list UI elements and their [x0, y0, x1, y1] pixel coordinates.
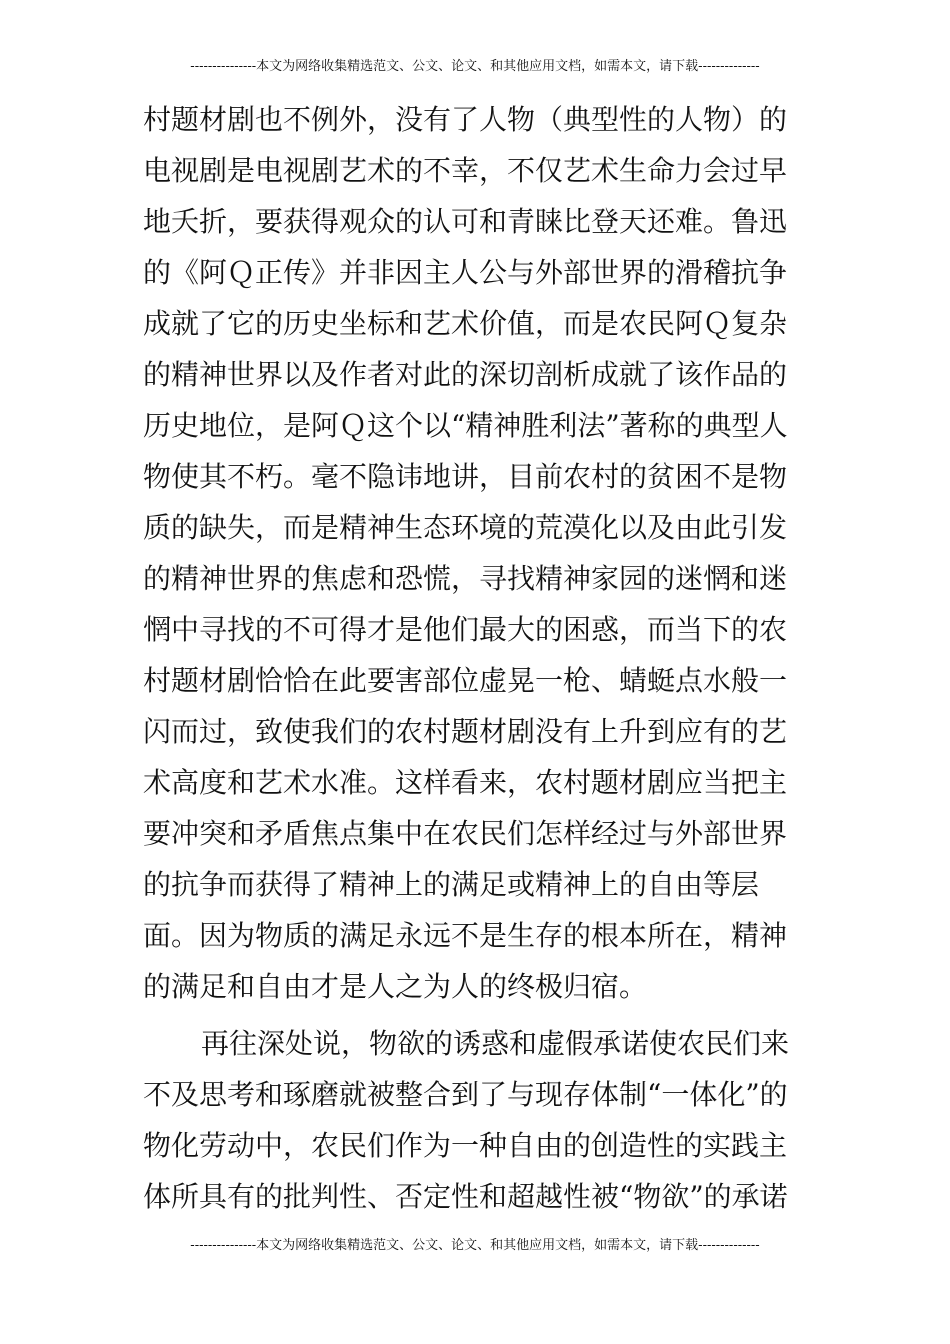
- text-line: 不及思考和琢磨就被整合到了与现存体制“一体化”的: [143, 1078, 788, 1111]
- paragraph-2: [143, 1018, 807, 1222]
- text-line: 闪而过，致使我们的农村题材剧没有上升到应有的艺: [143, 715, 788, 748]
- header-banner: ---------------本文为网络收集精选范文、公文、论文、和其他应用文档，如需本文，请下载--------------: [190, 59, 760, 74]
- text-line: 电视剧是电视剧艺术的不幸，不仅艺术生命力会过早: [143, 154, 788, 187]
- text-line: 的《阿Ｑ正传》并非因主人公与外部世界的滑稽抗争: [143, 256, 788, 289]
- text-line: 的抗争而获得了精神上的满足或精神上的自由等层: [143, 868, 760, 901]
- text-line: 再往深处说，物欲的诱惑和虚假承诺使农民们来: [201, 1027, 790, 1060]
- text-line: 村题材剧恰恰在此要害部位虚晃一枪、蜻蜓点水般一: [143, 664, 788, 697]
- text-line: 术高度和艺术水准。这样看来，农村题材剧应当把主: [143, 766, 788, 799]
- text-line: 物化劳动中，农民们作为一种自由的创造性的实践主: [143, 1129, 788, 1162]
- text-line: 的精神世界的焦虑和恐慌，寻找精神家园的迷惘和迷: [143, 562, 788, 595]
- text-line: 面。因为物质的满足永远不是生存的根本所在，精神: [143, 919, 788, 952]
- footer-banner: ---------------本文为网络收集精选范文、公文、论文、和其他应用文档，如需本文，请下载--------------: [190, 1238, 760, 1253]
- text-line: 要冲突和矛盾焦点集中在农民们怎样经过与外部世界: [143, 817, 788, 850]
- document-body: [143, 94, 807, 1222]
- text-line: 惘中寻找的不可得才是他们最大的困惑，而当下的农: [143, 613, 788, 646]
- text-line: 村题材剧也不例外，没有了人物（典型性的人物）的: [143, 103, 788, 136]
- text-line: 历史地位，是阿Ｑ这个以“精神胜利法”著称的典型人: [143, 409, 788, 442]
- paragraph-1: [143, 94, 807, 1012]
- text-line: 地夭折，要获得观众的认可和青睐比登天还难。鲁迅: [143, 205, 788, 238]
- text-line: 成就了它的历史坐标和艺术价值，而是农民阿Ｑ复杂: [143, 307, 788, 340]
- text-line: 体所具有的批判性、否定性和超越性被“物欲”的承诺: [143, 1180, 788, 1213]
- text-line: 的精神世界以及作者对此的深切剖析成就了该作品的: [143, 358, 788, 391]
- text-line: 的满足和自由才是人之为人的终极归宿。: [143, 970, 648, 1003]
- text-line: 物使其不朽。毫不隐讳地讲，目前农村的贫困不是物: [143, 460, 788, 493]
- text-line: 质的缺失，而是精神生态环境的荒漠化以及由此引发: [143, 511, 788, 544]
